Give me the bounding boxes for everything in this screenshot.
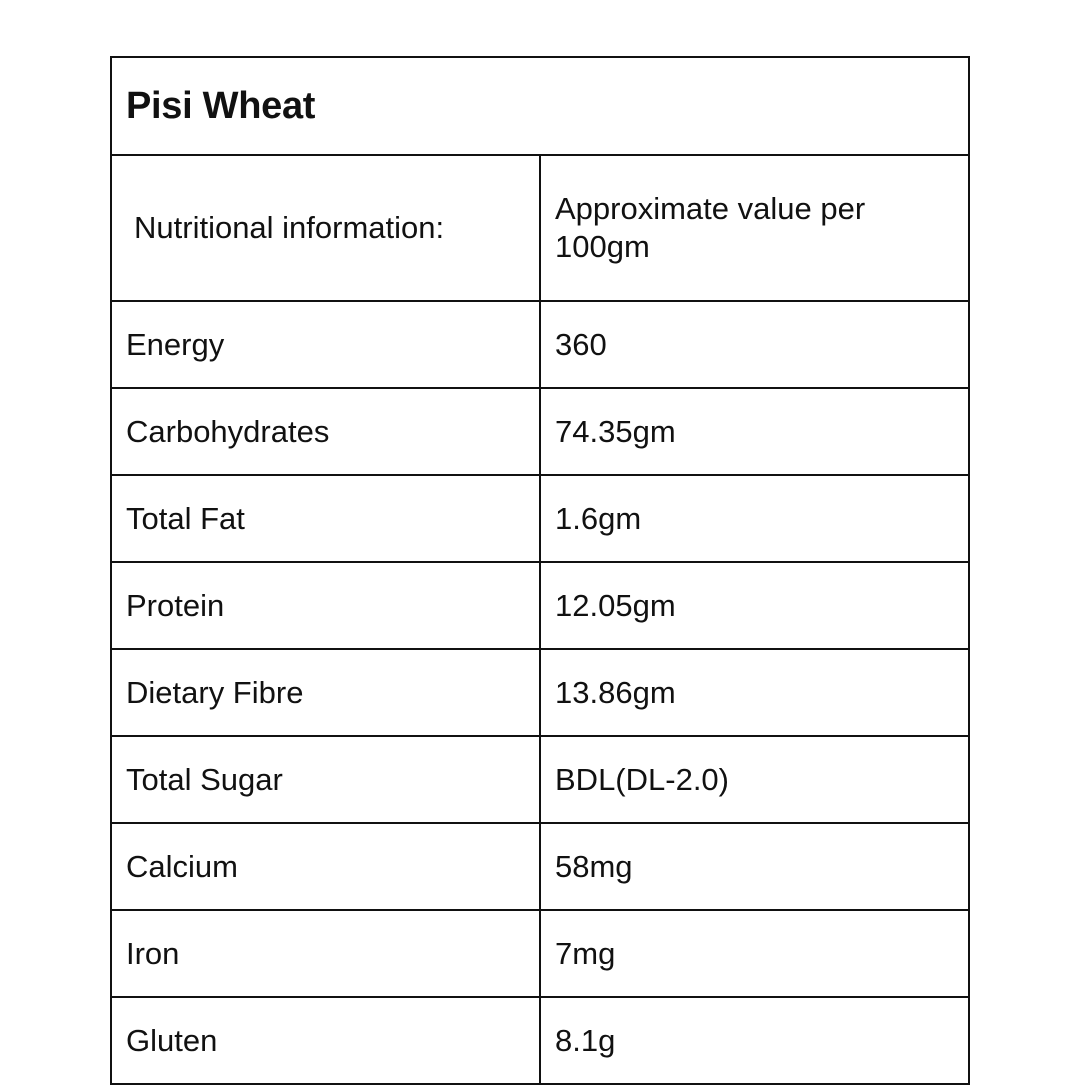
nutrient-name: Protein	[111, 562, 540, 649]
table-row	[111, 649, 969, 736]
product-title: Pisi Wheat	[111, 57, 969, 155]
table-header-row	[111, 155, 969, 301]
approximate-value-label: Approximate value per 100gm	[540, 155, 969, 301]
nutrient-name: Iron	[111, 910, 540, 997]
nutrient-name: Carbohydrates	[111, 388, 540, 475]
nutrient-value: 360	[540, 301, 969, 388]
nutrient-name: Total Sugar	[111, 736, 540, 823]
nutrient-value: 1.6gm	[540, 475, 969, 562]
nutrient-name: Calcium	[111, 823, 540, 910]
table-row	[111, 910, 969, 997]
nutrient-value: 58mg	[540, 823, 969, 910]
nutrient-name: Gluten	[111, 997, 540, 1084]
table-row	[111, 736, 969, 823]
table-body	[111, 57, 969, 1084]
table-row	[111, 301, 969, 388]
nutrition-information-table	[110, 56, 970, 1085]
table-row	[111, 562, 969, 649]
nutrient-value: 13.86gm	[540, 649, 969, 736]
nutrient-value: 7mg	[540, 910, 969, 997]
nutrient-value: 12.05gm	[540, 562, 969, 649]
table-row	[111, 823, 969, 910]
nutrient-value: BDL(DL-2.0)	[540, 736, 969, 823]
table-row	[111, 997, 969, 1084]
title-row	[111, 57, 969, 155]
nutrient-value: 8.1g	[540, 997, 969, 1084]
nutrient-name: Energy	[111, 301, 540, 388]
nutrient-value: 74.35gm	[540, 388, 969, 475]
nutritional-information-label: Nutritional information:	[111, 155, 540, 301]
nutrient-name: Dietary Fibre	[111, 649, 540, 736]
nutrient-name: Total Fat	[111, 475, 540, 562]
table-row	[111, 388, 969, 475]
table-row	[111, 475, 969, 562]
